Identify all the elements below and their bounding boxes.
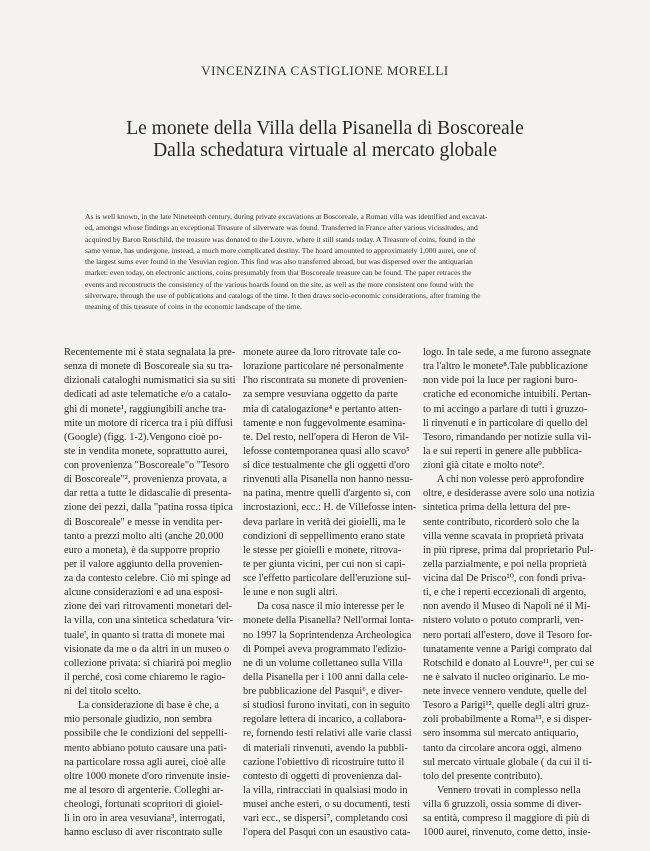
text-line: si studiosi furono invitati, con in seguito xyxy=(243,700,410,712)
text-line: di Boscoreale" e messe in vendita per- xyxy=(64,516,223,528)
text-line: zione dei vari ritrovamenti monetari del- xyxy=(64,601,233,613)
text-line: dar retta a tutte le didascalie di presenta- xyxy=(64,488,232,500)
text-line: mia di catalogazione⁴ e pertanto atten- xyxy=(243,403,402,415)
text-line: si dice testualmente che gli oggetti d'oro xyxy=(243,460,410,471)
text-line: di Pompei aveva programmato l'edizio- xyxy=(243,643,407,655)
text-line: zoli probabilmente a Roma¹³, e si disper- xyxy=(423,714,592,726)
article-title xyxy=(0,118,650,162)
text-line: regolare lettera di incarico, a collabora- xyxy=(243,714,407,726)
text-line: re, fornendo testi relativi alle varie classi xyxy=(243,728,412,740)
abstract-line: same venue, has undergone, instead, a much more complicated destiny. The hoard amounted to approximately 1,000 aurei, one of xyxy=(85,245,477,255)
text-line: Recentemente mi è stata segnalata la pre- xyxy=(64,347,236,358)
text-line: cheologi, fortunati scopritori di gioiel- xyxy=(64,799,223,810)
text-line: tanto da circolare ancora oggi, almeno xyxy=(423,742,582,754)
text-line: ne è salvato il nucleo originario. Le mo- xyxy=(423,671,590,683)
text-line: non vide poi la luce per ragioni buro- xyxy=(423,375,578,387)
text-line: ti, e che i reperti eccezionali di argento, xyxy=(423,587,587,599)
text-line: (Google) (figg. 1-2).Vengono cioè po- xyxy=(64,431,222,443)
text-line: tanto a prezzi molto alti (anche 20.000 xyxy=(64,530,224,542)
text-line: Da cosa nasce il mio interesse per le xyxy=(257,601,405,613)
text-line: nero portati all'estero, dove il Tesoro for- xyxy=(423,629,593,641)
text-line: euro a moneta), è da supporre proprio xyxy=(64,544,220,556)
text-line: A chi non volesse però approfondire xyxy=(437,474,585,486)
text-line: na patina, mentre quelli d'argento sì, con xyxy=(243,488,411,500)
text-line: sa entità, compreso il maggiore di più di xyxy=(423,813,590,825)
title-line: Dalla schedatura virtuale al mercato globale xyxy=(153,140,497,161)
abstract-line: events and reconstructs the consistency of the various hoards found on the site, as well as the more consistent one found with the xyxy=(85,279,474,289)
text-line: dedicati ad aste telematiche e/o a catalo- xyxy=(64,389,232,401)
text-line: ne di un volume collettaneo sulla Villa xyxy=(243,657,403,669)
text-line: monete auree da loro ritrovate tale co- xyxy=(243,347,401,358)
text-line: te per giunta vicini, per cui non si capi- xyxy=(243,558,406,570)
text-line: ste in vendita monete, soprattutto aurei, xyxy=(64,445,228,457)
text-line: deva parlare in verità dei gioielli, ma le xyxy=(243,516,406,528)
text-line: li in oro in area vesuviana³, interrogati, xyxy=(64,813,226,825)
text-line: contesto di oggetti di provenienza dal- xyxy=(243,770,402,782)
text-line: visionate da me o da altri in un museo o xyxy=(64,643,230,655)
text-line: oltre 1000 monete d'oro rinvenute insie- xyxy=(64,770,230,782)
text-column-3 xyxy=(423,346,599,840)
text-line: zioni già citate e molto note⁹. xyxy=(423,460,545,471)
text-line: mite un motore di ricerca tra i più diffusi xyxy=(64,417,233,429)
text-line: dizionali cataloghi numismatici sia su siti xyxy=(64,375,236,387)
text-line: collezione privata: sì chiarirà poi meglio xyxy=(64,657,232,669)
text-line: bre pubblicazione del Pasqui⁶, e diver- xyxy=(243,686,403,697)
text-line: sce l'effetto particolare dell'eruzione sul- xyxy=(243,573,411,584)
text-column-2 xyxy=(243,346,419,840)
text-line: ni del titolo scelto. xyxy=(64,686,141,697)
text-line: zione dei pezzi, dalla "patina rossa tipica xyxy=(64,502,233,514)
text-line: nistero voluto o potuto comprarli, ven- xyxy=(423,615,584,627)
text-line: vicina dal De Prisco¹⁰, con fondi priva- xyxy=(423,573,586,584)
text-line: sul mercato virtuale globale ( da cui il ti- xyxy=(423,756,592,768)
text-line: di Boscoreale"², provenienza provata, a xyxy=(64,474,227,486)
text-line: lefosse contemporanea quasi allo scavo⁵ xyxy=(243,445,410,457)
abstract-line: market: even today, on electronic auctions, coins presumably from that Boscoreale treasure can be found. The paper retraces the xyxy=(85,268,472,278)
text-line: alcune considerazioni e ad una esposi- xyxy=(64,587,223,599)
text-line: Tesoro, rimandando per notizie sulla vil- xyxy=(423,431,592,443)
text-line: nete invece vennero vendute, quelle del xyxy=(423,686,587,697)
text-line: sente contributo, ricorderò solo che la xyxy=(423,516,580,528)
text-line: za sempre vesuviana oggetto da parte xyxy=(243,389,398,401)
text-line: sintetica prima della lettura del pre- xyxy=(423,502,571,514)
text-line: in più riprese, prima dal proprietario Pul- xyxy=(423,544,594,556)
text-line: il perché, così come chiaremo le ragio- xyxy=(64,671,226,683)
text-line: Vennero trovati in complesso nella xyxy=(437,784,581,796)
text-line: me al tesoro di argenterie. Colleghi ar- xyxy=(64,784,224,796)
text-line: Rotschild e donato al Louvre¹¹, per cui se xyxy=(423,657,595,669)
text-line: monete della Pisanella? Nell'ormai lonta- xyxy=(243,615,414,627)
text-line: li rinvenuti e in particolare di quello del xyxy=(423,417,588,429)
text-line: tamente e non fuggevolmente esamina- xyxy=(243,417,406,429)
text-line: mio personale giudizio, non sembra xyxy=(64,714,212,726)
text-line: musei anche esteri, o su documenti, testi xyxy=(243,799,411,810)
text-line: possibile che le condizioni del seppelli- xyxy=(64,728,228,740)
text-line: Tesoro a Parigi¹², quelle degli altri gruz- xyxy=(423,700,590,712)
text-line: villa venne scavata in proprietà privata xyxy=(423,530,584,542)
text-column-1 xyxy=(64,346,240,840)
text-line: la villa, con una sintetica schedatura 'vir- xyxy=(64,615,234,627)
text-line: vari ecc., se dispersi⁷, completando così xyxy=(243,813,409,825)
text-line: na particolare rossa agli aurei, cioè alle xyxy=(64,756,226,768)
text-line: tolo del presente contributo). xyxy=(423,770,543,782)
text-line: sero insomma sul mercato antiquario, xyxy=(423,728,579,740)
text-line: l'ho riscontrata su monete di provenien- xyxy=(243,375,408,387)
text-line: la villa, rintracciati in qualsiasi modo in xyxy=(243,784,408,796)
text-line: cazione l'obiettivo di ricostruire tutto il xyxy=(243,756,405,768)
author-name: VINCENZINA CASTIGLIONE MORELLI xyxy=(201,63,449,78)
text-line: lorazione particolare né personalmente xyxy=(243,361,404,373)
text-line: rinvenuti alla Pisanella non hanno nessu- xyxy=(243,474,413,486)
text-line: tunatamente venne a Parigi comprato dal xyxy=(423,643,593,655)
text-line: di materiali rinvenuti, avendo la pubbli- xyxy=(243,742,408,754)
text-line: za da contesto celebre. Ciò mi spinge ad xyxy=(64,573,231,584)
text-line: oltre, e desiderasse avere solo una notizia xyxy=(423,488,595,500)
abstract xyxy=(85,211,565,313)
text-line: l'opera del Pasqui con un esaustivo cata- xyxy=(243,827,411,839)
text-line: La considerazione di base è che, a xyxy=(78,700,220,712)
text-line: cratiche ed economiche intuibili. Pertan- xyxy=(423,389,592,401)
text-line: tuale', in quanto si tratta di monete mai xyxy=(64,629,225,641)
text-line: la e sui reperti in genere alle pubblica- xyxy=(423,445,582,457)
text-line: per il valore aggiunto della provenien- xyxy=(64,558,223,570)
abstract-line: silverware, through the use of publications and catalogs of the time. It then draws socio-economic considerations, after framing the xyxy=(85,291,481,301)
text-line: zella parzialmente, e poi nella proprietà xyxy=(423,558,587,570)
text-line: incrostazioni, ecc.: H. de Villefosse inten- xyxy=(243,502,417,514)
text-line: hanno escluso di aver riscontrato sulle xyxy=(64,827,223,839)
text-line: con provenienza "Boscoreale"o "Tesoro xyxy=(64,460,230,471)
text-line: le une e non sugli altri. xyxy=(243,587,338,599)
abstract-line: acquired by Baron Rotschild, the treasure was donated to the Louvre, where it still stands today. A Treasure of coins, found in the xyxy=(85,234,476,244)
text-line: della Pisanella per i 100 anni dalla cele- xyxy=(243,671,409,683)
title-line: Le monete della Villa della Pisanella di Boscoreale xyxy=(126,118,524,139)
text-line: 1000 aurei, rinvenuto, come detto, insie- xyxy=(423,827,591,839)
abstract-line: the largest sums ever found in the Vesuvian region. This find was also transferred abroad, but was dispersed over the antiquarian xyxy=(85,257,473,267)
text-line: ghi di monete¹, raggiungibili anche tra- xyxy=(64,403,227,415)
text-line: non avendo il Museo di Napoli né il Mi- xyxy=(423,601,591,613)
text-line: logo. In tale sede, a me furono assegnate xyxy=(423,347,592,358)
text-line: le stesse per gioielli e monete, ritrova- xyxy=(243,544,402,556)
text-line: mento abbiano potuto causare una pati- xyxy=(64,742,227,754)
text-line: villa 6 gruzzoli, ossia somme di diver- xyxy=(423,799,582,810)
text-line: condizioni di seppellimento erano state xyxy=(243,530,406,542)
text-line: te. Del resto, nell'opera di Heron de Vil- xyxy=(243,431,409,443)
text-line: senza di monete di Boscoreale sia su tra- xyxy=(64,361,233,373)
abstract-line: meaning of this treasure of coins in the economic landscape of the time. xyxy=(85,302,302,312)
text-line: tra l'altro le monete⁸.Tale pubblicazione xyxy=(423,361,588,373)
abstract-line: As is well known, in the late Nineteenth century, during private excavations at Boscoreale, a Roman villa was identified and excavat- xyxy=(85,212,488,221)
abstract-line: ed, amongst whose findings an exceptional Treasure of silverware was found. Transferred in France after various vicissitudes, and xyxy=(85,223,478,233)
text-line: no 1997 la Soprintendenza Archeologica xyxy=(243,629,412,641)
text-line: to mi accingo a parlare di tutti i gruzzo- xyxy=(423,403,588,415)
